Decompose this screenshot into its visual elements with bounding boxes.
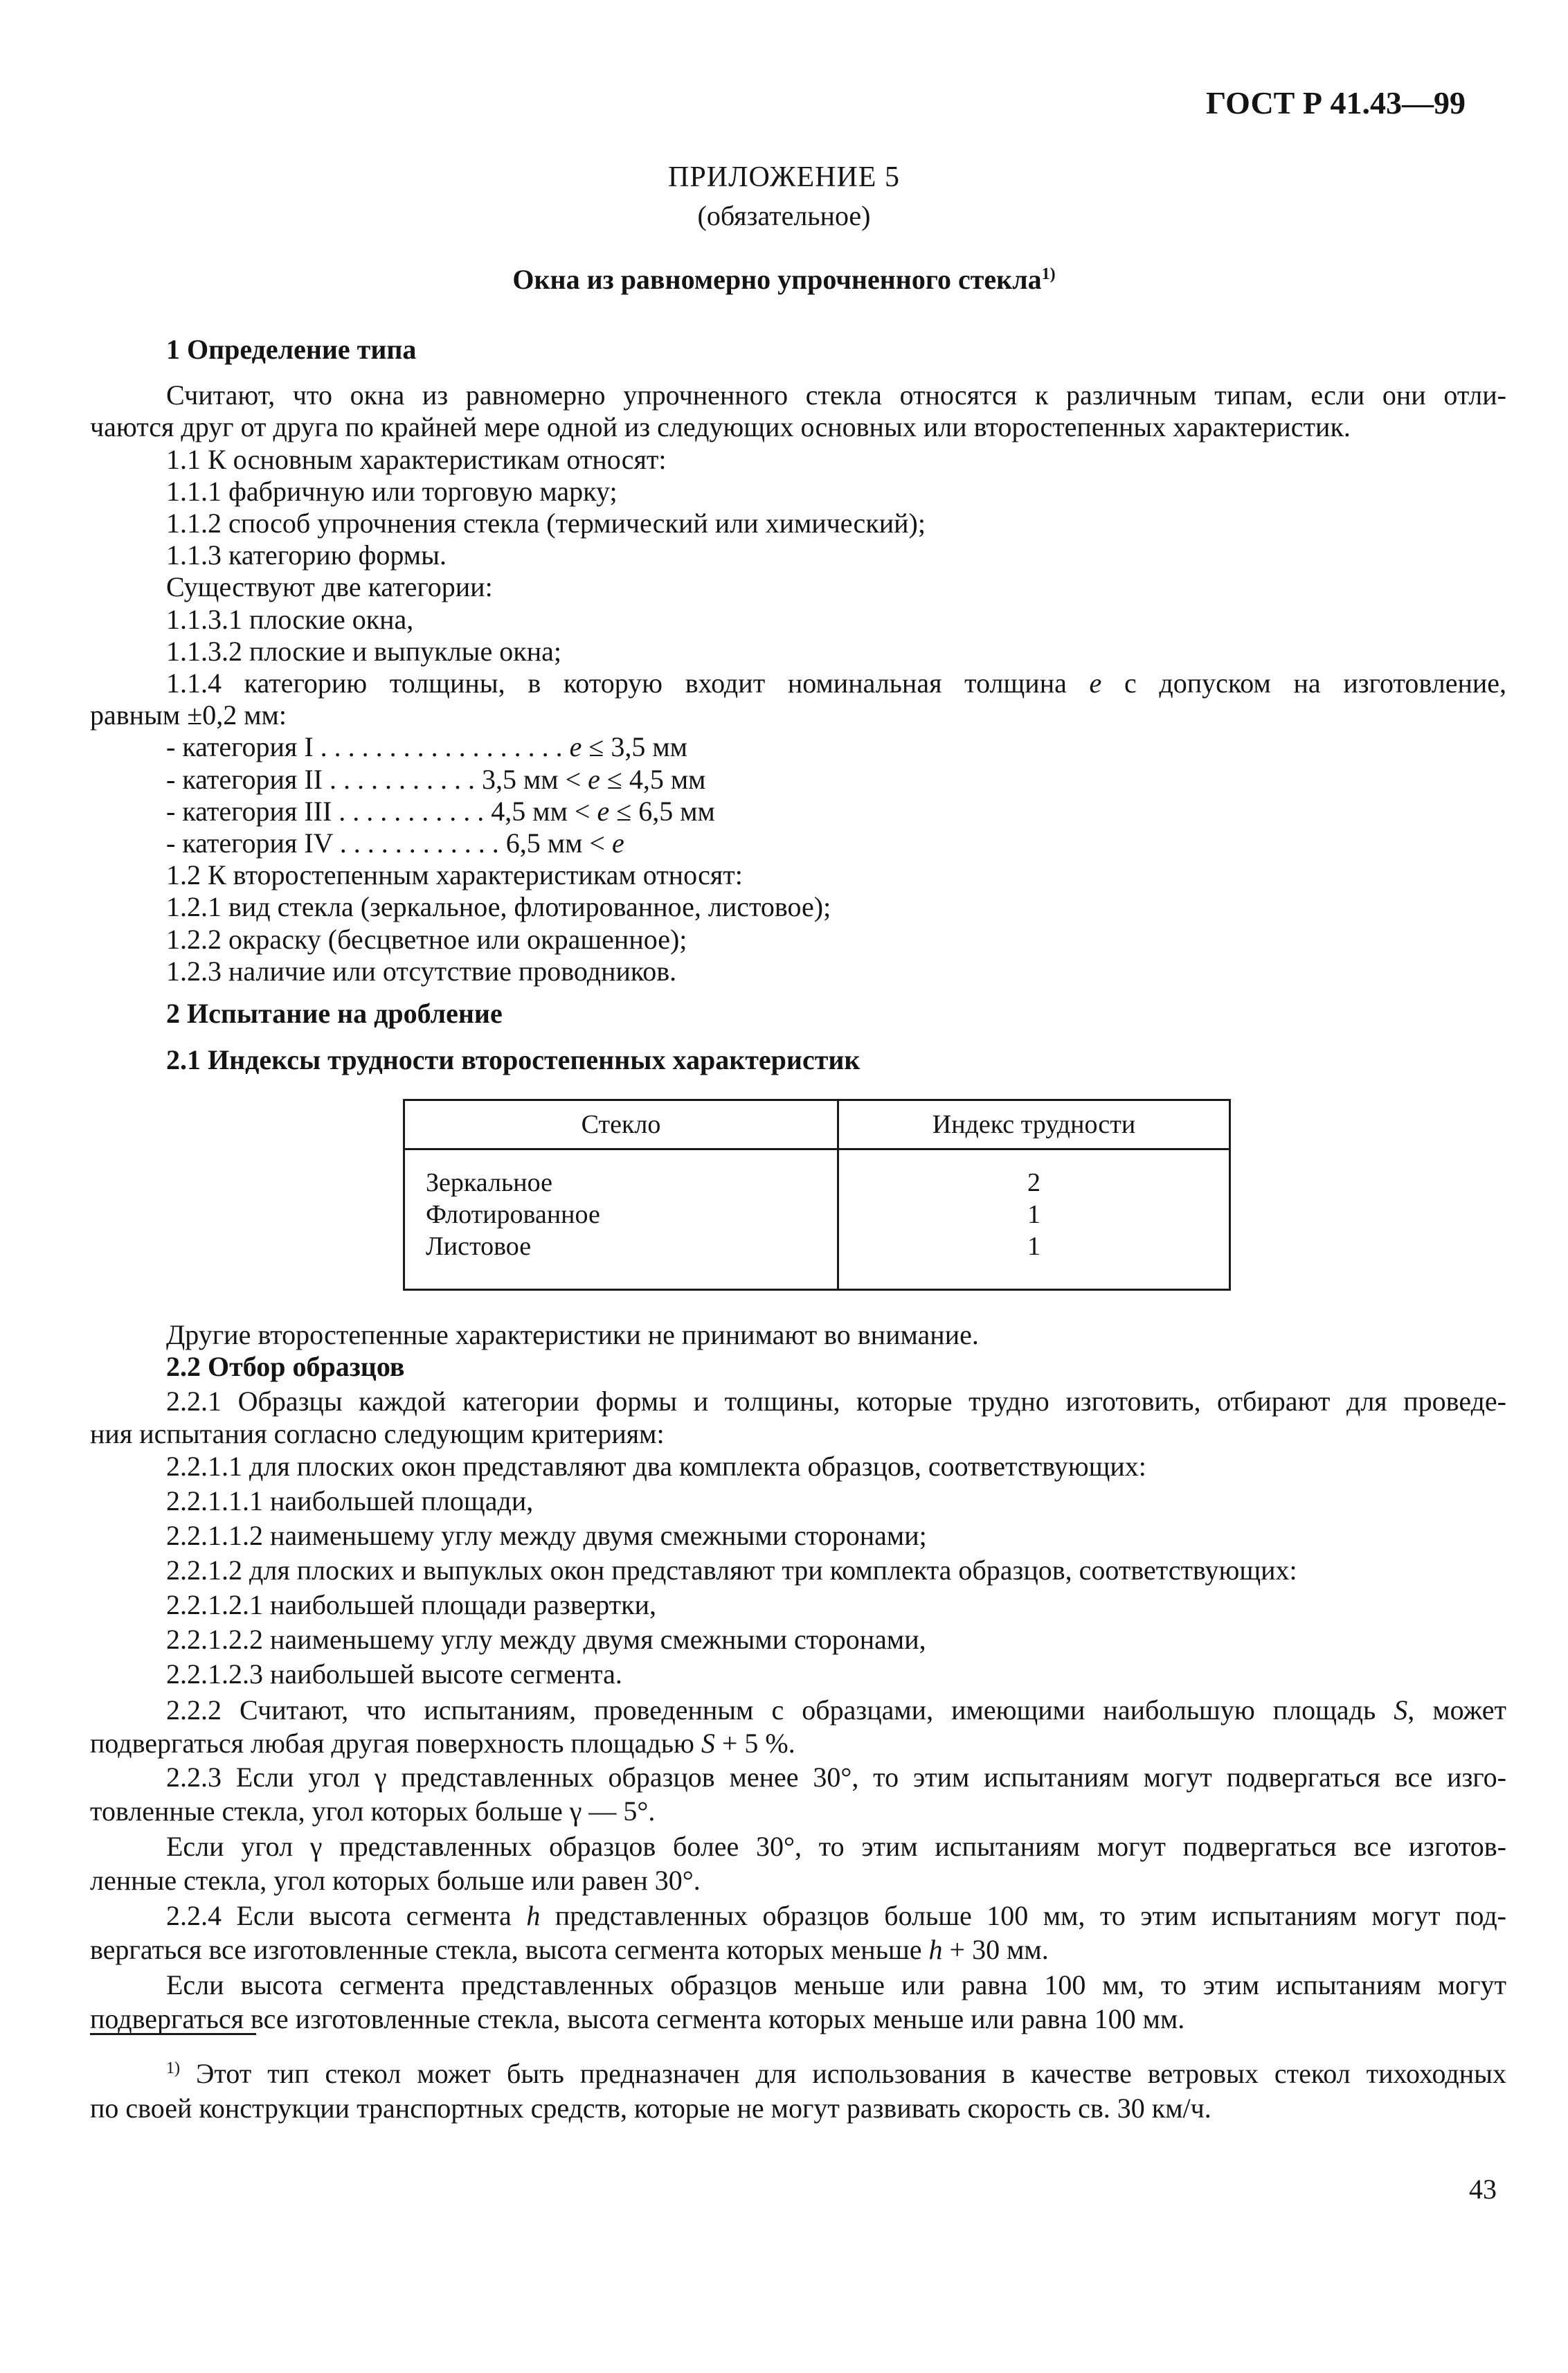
table-header-row <box>404 1100 1230 1149</box>
paragraph-line <box>166 571 493 604</box>
text-segment: ния испытания согласно следующим критериям: <box>90 1418 665 1449</box>
list-item <box>166 1485 533 1518</box>
difficulty-index-float: 1 <box>1027 1200 1040 1229</box>
text-segment: - категория IV . . . . . . . . . . . . 6,5 мм < <box>166 827 612 859</box>
thickness-category-1 <box>166 731 687 764</box>
paragraph-line <box>166 1830 1506 1863</box>
text-segment: 2.1 Индексы трудности второстепенных характеристик <box>166 1044 860 1075</box>
text-segment: 2.2.4 Если высота сегмента <box>166 1900 527 1931</box>
page-number: 43 <box>1469 2174 1497 2205</box>
text-segment: 1.2 К второстепенным характеристикам относят: <box>166 859 743 890</box>
section-heading-type-definition <box>166 333 416 366</box>
list-item <box>166 1554 1297 1587</box>
text-segment: 1.1.3 категорию формы. <box>166 539 447 571</box>
list-item <box>166 1588 656 1622</box>
footnote-marker: 1) <box>166 2059 180 2077</box>
text-segment: ленные стекла, угол которых больше или равен 30°. <box>90 1865 701 1896</box>
text-segment: подвергаться любая другая поверхность площадью <box>90 1728 701 1759</box>
list-item <box>166 1623 926 1656</box>
text-segment: 2.2.1.2.1 наибольшей площади развертки, <box>166 1589 656 1620</box>
text-segment: 2.2.1.1.1 наибольшей площади, <box>166 1485 534 1516</box>
paragraph-line <box>166 379 1506 412</box>
paragraph-line <box>166 1385 1506 1418</box>
text-segment: 2.2.1.2.3 наибольшей высоте сегмента. <box>166 1658 622 1690</box>
text-segment: 1.2.2 окраску (бесцветное или окрашенное); <box>166 924 687 955</box>
paragraph-line <box>90 1417 665 1451</box>
paragraph-line <box>166 1761 1506 1794</box>
text-segment: Этот тип стекол может быть предназначен для использования в качестве ветровых стекол тихоходных <box>180 2058 1506 2089</box>
difficulty-index-table <box>403 1099 1231 1291</box>
list-item <box>166 603 413 636</box>
difficulty-index-mirror: 2 <box>1027 1168 1040 1197</box>
text-segment: 1.2.3 наличие или отсутствие проводников. <box>166 956 677 987</box>
list-item <box>166 443 666 476</box>
list-item <box>166 539 447 572</box>
thickness-category-4 <box>166 827 624 860</box>
paragraph-line <box>166 1969 1506 2002</box>
text-segment: 1.2.1 вид стекла (зеркальное, флотированное, листовое); <box>166 891 831 922</box>
text-segment: с допуском на изготовление, <box>1101 668 1507 699</box>
column-header-difficulty-index: Индекс трудности <box>838 1100 1230 1149</box>
text-segment: 1.1.1 фабричную или торговую марку; <box>166 476 618 507</box>
text-segment: + 5 %. <box>714 1728 795 1759</box>
footnote-divider <box>90 2033 256 2035</box>
text-segment: 2.2 Отбор образцов <box>166 1351 405 1382</box>
text-segment: 1 Определение типа <box>166 334 417 365</box>
glass-type-float: Флотированное <box>426 1200 600 1229</box>
section-heading-fragmentation-test <box>166 997 503 1030</box>
paragraph-line <box>90 411 1351 444</box>
text-segment: ≤ 4,5 мм <box>600 764 706 795</box>
text-segment: Если угол γ представленных образцов более 30°, то этим испытаниям могут подвергаться все изготов- <box>166 1831 1506 1862</box>
list-item <box>166 1658 622 1691</box>
math-variable: е <box>597 796 610 827</box>
list-item <box>166 923 687 956</box>
math-variable: е <box>1089 668 1102 699</box>
text-segment: 2.2.1.1 для плоских окон представляют два комплекта образцов, соответствующих: <box>166 1451 1146 1482</box>
paragraph-line <box>166 1694 1506 1727</box>
text-segment: 1.1.3.2 плоские и выпуклые окна; <box>166 636 562 667</box>
column-header-glass: Стекло <box>404 1100 838 1149</box>
math-variable: S <box>701 1728 715 1759</box>
math-variable: е <box>611 827 624 859</box>
thickness-category-2 <box>166 763 705 796</box>
glass-type-cell <box>404 1149 838 1290</box>
text-segment: равным ±0,2 мм: <box>90 699 287 731</box>
glass-type-sheet: Листовое <box>426 1232 532 1261</box>
list-item <box>166 667 1506 700</box>
paragraph-line <box>90 1727 795 1760</box>
subsection-heading-difficulty-indices <box>166 1044 860 1077</box>
list-item <box>166 1519 927 1552</box>
text-segment: 1.1.3.1 плоские окна, <box>166 604 414 635</box>
glass-type-mirror: Зеркальное <box>426 1168 552 1197</box>
text-segment: 2 Испытание на дробление <box>166 998 503 1029</box>
text-segment: ≤ 6,5 мм <box>609 796 715 827</box>
text-segment: 2.2.1.2 для плоских и выпуклых окон представляют три комплекта образцов, соответствующих: <box>166 1555 1297 1586</box>
subsection-heading-sampling <box>166 1350 404 1383</box>
text-segment: представленных образцов больше 100 мм, то этим испытаниям могут под- <box>540 1900 1506 1931</box>
list-item <box>166 955 676 988</box>
text-segment: ≤ 3,5 мм <box>582 731 687 762</box>
document-number: ГОСТ Р 41.43—99 <box>1206 85 1466 120</box>
paragraph-line <box>90 2003 1184 2036</box>
text-segment: - категория I . . . . . . . . . . . . . . . . . . <box>166 731 570 762</box>
text-segment: - категория II . . . . . . . . . . . 3,5 мм < <box>166 764 588 795</box>
text-segment: Окна из равномерно упрочненного стекла <box>512 264 1042 295</box>
text-segment: 1.1.4 категорию толщины, в которую входит номинальная толщина <box>166 668 1090 699</box>
text-segment: Считают, что окна из равномерно упрочненного стекла относятся к различным типам, если они отли- <box>166 379 1506 411</box>
appendix-title: ПРИЛОЖЕНИЕ 5 <box>668 161 900 193</box>
list-item <box>166 1450 1146 1483</box>
text-segment: , может <box>1407 1694 1506 1726</box>
paragraph-line <box>90 699 287 732</box>
text-segment: товленные стекла, угол которых больше γ — 5°. <box>90 1796 656 1827</box>
text-segment: - категория III . . . . . . . . . . . 4,5 мм < <box>166 796 597 827</box>
text-segment: Если высота сегмента представленных образцов меньше или равна 100 мм, то этим испытаниям могут <box>166 1969 1506 2000</box>
footnote-marker: 1) <box>1041 265 1056 283</box>
text-segment: 2.2.1.2.2 наименьшему углу между двумя смежными сторонами, <box>166 1624 926 1655</box>
list-item <box>166 890 831 924</box>
math-variable: S <box>1394 1694 1408 1726</box>
text-segment: 2.2.2 Считают, что испытаниям, проведенным с образцами, имеющими наибольшую площадь <box>166 1694 1394 1726</box>
text-segment: 1.1 К основным характеристикам относят: <box>166 444 667 475</box>
appendix-status: (обязательное) <box>697 200 871 231</box>
text-segment: вергаться все изготовленные стекла, высота сегмента которых меньше <box>90 1934 929 1965</box>
text-segment: по своей конструкции транспортных средств, которые не могут развивать скорость св. 30 км/ч. <box>90 2093 1211 2124</box>
paragraph-line <box>166 1899 1506 1933</box>
text-segment: 2.2.3 Если угол γ представленных образцов менее 30°, то этим испытаниям могут подвергаться все изго- <box>166 1762 1506 1793</box>
paragraph-line <box>90 1795 655 1828</box>
text-segment: Существуют две категории: <box>166 571 493 602</box>
math-variable: h <box>928 1934 943 1965</box>
list-item <box>166 635 561 668</box>
text-segment: + 30 мм. <box>942 1934 1049 1965</box>
paragraph-line <box>90 1933 1049 1967</box>
appendix-main-title <box>0 263 1568 296</box>
paragraph-line <box>90 1864 701 1897</box>
footnote-line <box>90 2092 1211 2125</box>
thickness-category-3 <box>166 795 715 828</box>
difficulty-index-cell <box>838 1149 1230 1290</box>
math-variable: е <box>588 764 600 795</box>
list-item <box>166 475 618 508</box>
footnote-line <box>166 2057 1506 2090</box>
text-segment: 2.2.1.1.2 наименьшему углу между двумя смежными сторонами; <box>166 1520 927 1551</box>
paragraph-line <box>166 1318 979 1352</box>
list-item <box>166 859 743 892</box>
text-segment: 2.2.1 Образцы каждой категории формы и толщины, которые трудно изготовить, отбирают для проведе- <box>166 1386 1506 1417</box>
text-segment: Другие второстепенные характеристики не принимают во внимание. <box>166 1319 979 1350</box>
text-segment: подвергаться все изготовленные стекла, высота сегмента которых меньше или равна 100 мм. <box>90 2003 1185 2034</box>
text-segment: 1.1.2 способ упрочнения стекла (термический или химический); <box>166 508 926 539</box>
table-row <box>404 1149 1230 1290</box>
text-segment: чаются друг от друга по крайней мере одной из следующих основных или второстепенных характеристик. <box>90 411 1351 442</box>
list-item <box>166 507 926 540</box>
math-variable: h <box>526 1900 541 1931</box>
difficulty-index-sheet: 1 <box>1027 1232 1040 1261</box>
math-variable: е <box>569 731 582 762</box>
